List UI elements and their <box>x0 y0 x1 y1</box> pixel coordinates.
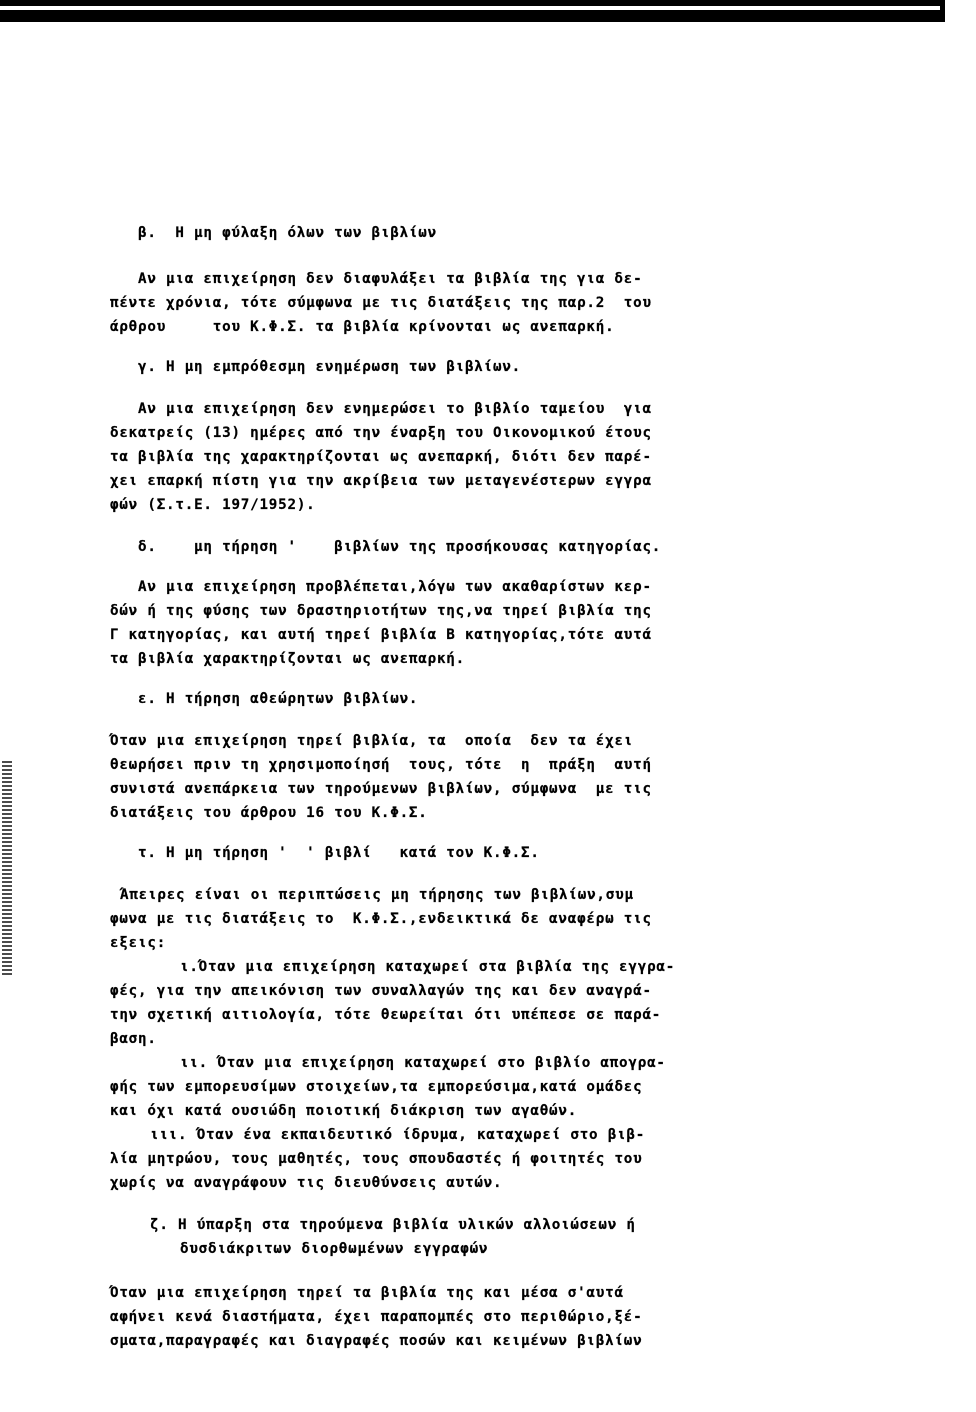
heading-epsilon: ε. Η τήρηση αθεώρητων βιβλίων. <box>138 691 419 707</box>
text-line: φές, για την απεικόνιση των συναλλαγών της και δεν αναγρά- <box>110 983 652 999</box>
text-line: σματα,παραγραφές και διαγραφές ποσών και κειμένων βιβλίων <box>110 1333 643 1349</box>
list-item: ιιι. Όταν ένα εκπαιδευτικό ίδρυμα, καταχωρεί στο βιβ- <box>150 1127 646 1143</box>
list-item: ιι. Όταν μια επιχείρηση καταχωρεί στο βιβλίο απογρα- <box>180 1055 666 1071</box>
text-line: αφήνει κενά διαστήματα, έχει παραπομπές στο περιθώριο,ξέ- <box>110 1309 643 1325</box>
scan-top-border <box>0 0 945 22</box>
text-line: δεκατρείς (13) ημέρες από την έναρξη του Οικονομικού έτους <box>110 425 652 441</box>
scan-edge-noise <box>2 760 12 975</box>
text-line: φής των εμπορευσίμων στοιχείων,τα εμπορεύσιμα,κατά ομάδες <box>110 1079 643 1095</box>
text-line: εξεις: <box>110 935 167 951</box>
heading-zeta-cont: δυσδιάκριτων διορθωμένων εγγραφών <box>180 1241 489 1257</box>
text-line: Γ κατηγορίας, και αυτή τηρεί βιβλία Β κατηγορίας,τότε αυτά <box>110 627 652 643</box>
text-line: άρθρου του Κ.Φ.Σ. τα βιβλία κρίνονται ως ανεπαρκή. <box>110 319 615 335</box>
text-line: Αν μια επιχείρηση δεν ενημερώσει το βιβλίο ταμείου για <box>138 401 652 417</box>
text-line: λία μητρώου, τους μαθητές, τους σπουδαστές ή φοιτητές του <box>110 1151 643 1167</box>
text-line: φών (Σ.τ.Ε. 197/1952). <box>110 497 316 513</box>
text-line: Αν μια επιχείρηση προβλέπεται,λόγω των ακαθαρίστων κερ- <box>138 579 652 595</box>
list-item: ι.Όταν μια επιχείρηση καταχωρεί στα βιβλία της εγγρα- <box>180 959 676 975</box>
text-line: δών ή της φύσης των δραστηριοτήτων της,να τηρεί βιβλία της <box>110 603 652 619</box>
text-line: Αν μια επιχείρηση δεν διαφυλάξει τα βιβλία της για δε- <box>138 271 643 287</box>
text-line: Άπειρες είναι οι περιπτώσεις μη τήρησης των βιβλίων,συμ <box>120 887 634 903</box>
text-line: και όχι κατά ουσιώδη ποιοτική διάκριση των αγαθών. <box>110 1103 578 1119</box>
text-line: θεωρήσει πριν τη χρησιμοποίησή τους, τότε η πράξη αυτή <box>110 757 652 773</box>
heading-beta: β. Η μη φύλαξη όλων των βιβλίων <box>138 225 437 241</box>
text-line: τα βιβλία της χαρακτηρίζονται ως ανεπαρκή, διότι δεν παρέ- <box>110 449 652 465</box>
text-line: χωρίς να αναγράφουν τις διευθύνσεις αυτών. <box>110 1175 503 1191</box>
text-line: Όταν μια επιχείρηση τηρεί τα βιβλία της και μέσα σ'αυτά <box>110 1285 624 1301</box>
heading-zeta: ζ. Η ύπαρξη στα τηρούμενα βιβλία υλικών αλλοιώσεων ή <box>150 1217 636 1233</box>
heading-stigma: τ. Η μη τήρηση ' ' βιβλί κατά τον Κ.Φ.Σ. <box>138 845 540 861</box>
heading-delta: δ. μη τήρηση ' βιβλίων της προσήκουσας κατηγορίας. <box>138 539 662 555</box>
text-line: Όταν μια επιχείρηση τηρεί βιβλία, τα οποία δεν τα έχει <box>110 733 634 749</box>
text-line: φωνα με τις διατάξεις το Κ.Φ.Σ.,ενδεικτικά δε αναφέρω τις <box>110 911 652 927</box>
text-line: την σχετική αιτιολογία, τότε θεωρείται ότι υπέπεσε σε παρά- <box>110 1007 662 1023</box>
text-line: χει επαρκή πίστη για την ακρίβεια των μεταγενέστερων εγγρα <box>110 473 652 489</box>
text-line: συνιστά ανεπάρκεια των τηρούμενων βιβλίων, σύμφωνα με τις <box>110 781 652 797</box>
text-line: τα βιβλία χαρακτηρίζονται ως ανεπαρκή. <box>110 651 465 667</box>
text-line: διατάξεις του άρθρου 16 του Κ.Φ.Σ. <box>110 805 428 821</box>
heading-gamma: γ. Η μη εμπρόθεσμη ενημέρωση των βιβλίων. <box>138 359 522 375</box>
text-line: πέντε χρόνια, τότε σύμφωνα με τις διατάξεις της παρ.2 του <box>110 295 652 311</box>
text-line: βαση. <box>110 1031 157 1047</box>
